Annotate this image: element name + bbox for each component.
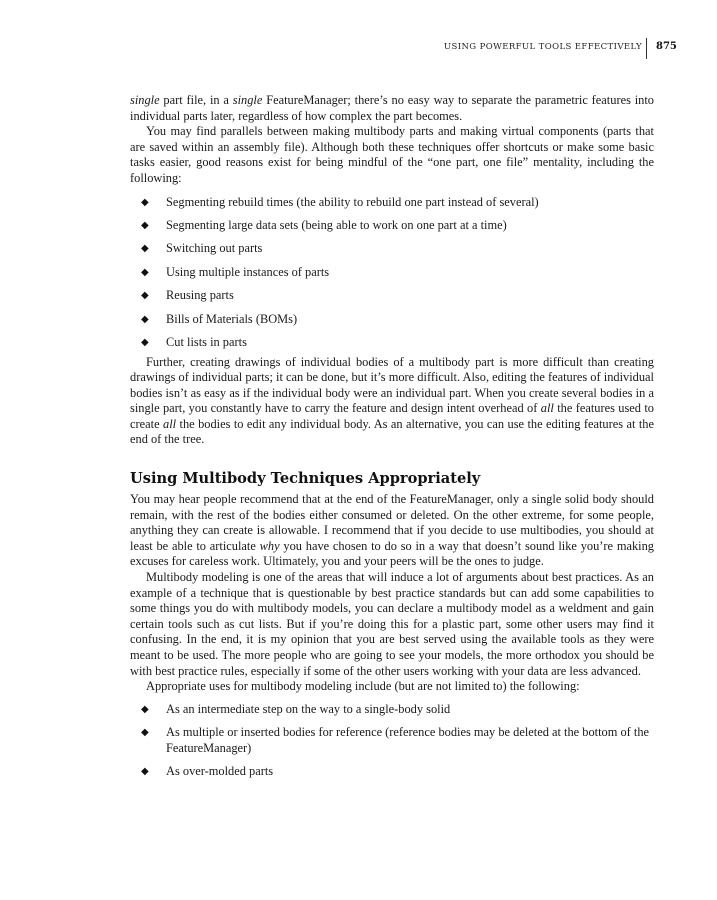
list-item-text: As over-molded parts — [166, 763, 274, 778]
text-run: you have chosen to do so in a way that doesn’t sound like you’re making excuses for careless work. Ultimately, you and your peers will be the ones to judge. — [130, 538, 654, 569]
header-divider — [646, 38, 647, 59]
list-item — [130, 195, 654, 211]
text-run: the features used to create — [130, 401, 654, 431]
diamond-bullet-icon: ◆ — [141, 266, 149, 278]
list-item — [130, 218, 654, 234]
emphasis-single-1: single — [130, 93, 160, 107]
bullet-list-one-part-one-file — [130, 195, 654, 351]
emphasis-all-2: all — [163, 416, 177, 431]
list-item — [130, 312, 654, 328]
paragraph-parallels: You may find parallels between making multibody parts and making virtual components (parts that are saved within an assembly file). Although both these techniques offer shortcuts or make some basic tasks easier, good reasons exist for being mindful of the “one part, one file” mentality, including the following: — [130, 124, 654, 185]
list-item — [130, 335, 654, 351]
diamond-bullet-icon: ◆ — [141, 765, 149, 777]
paragraph-continued — [130, 93, 654, 124]
list-item-text: Reusing parts — [166, 288, 234, 303]
list-item — [130, 764, 654, 780]
list-item — [130, 288, 654, 304]
list-item-text: Cut lists in parts — [166, 334, 247, 349]
text-run: the bodies to edit any individual body. As an alternative, you can use the editing features at the end of the tree. — [130, 416, 654, 447]
emphasis-why: why — [259, 538, 280, 553]
list-item-text: As multiple or inserted bodies for reference (reference bodies may be deleted at the bottom of the FeatureManager) — [166, 724, 650, 755]
diamond-bullet-icon: ◆ — [141, 703, 149, 715]
diamond-bullet-icon: ◆ — [141, 290, 149, 302]
running-header — [0, 38, 717, 60]
paragraph-appropriate-uses: Appropriate uses for multibody modeling include (but are not limited to) the following: — [146, 679, 580, 694]
diamond-bullet-icon: ◆ — [141, 313, 149, 325]
list-item — [130, 241, 654, 257]
list-item-text: Segmenting large data sets (being able to work on one part at a time) — [166, 217, 507, 232]
emphasis-single-2: single — [232, 93, 263, 107]
paragraph-best-practices: Multibody modeling is one of the areas that will induce a lot of arguments about best practices. As an example of a technique that is questionable by best practice standards but can add some capabilities to some things you do with multibody models, you can declare a multibody model as a weldment and gain certain tools such as cut lists. But if you’re doing this for a plastic part, some other users may find it confusing. In the end, it is my opinion that you are best served using the available tools as they were meant to be used. The more people who are going to see your models, the more orthodox you should be with best practice rules, especially if some of the other users working with your data are less advanced. — [130, 570, 654, 678]
paragraph-recommend — [130, 492, 654, 570]
text-run: FeatureManager; there’s no easy way to separate the parametric features into individual parts later, regardless of how complex the part becomes. — [130, 93, 654, 123]
list-item-text: As an intermediate step on the way to a single-body solid — [166, 701, 451, 716]
diamond-bullet-icon: ◆ — [141, 196, 149, 208]
paragraph-drawings — [130, 355, 654, 449]
emphasis-all-1: all — [540, 401, 554, 416]
diamond-bullet-icon: ◆ — [141, 243, 149, 255]
text-run: You may hear people recommend that at the end of the FeatureManager, only a single solid body should remain, with the rest of the bodies either consumed or deleted. On the other extreme, for some people, anything they can create is allowable. I recommend that if you decide to use multibodies, you should at least be able to articulate — [130, 492, 654, 553]
list-item-text: Segmenting rebuild times (the ability to rebuild one part instead of several) — [166, 194, 539, 209]
bullet-list-appropriate-uses — [130, 702, 654, 780]
list-item — [130, 265, 654, 281]
text-run: Further, creating drawings of individual bodies of a multibody part is more difficult than creating drawings of individual parts; it can be done, but it’s more difficult. Also, editing the features of individual bodies isn’t as easy as if the individual body were an individual part. When you create several bodies in a single part, you constantly have to carry the feature and design intent overhead of — [130, 354, 654, 416]
diamond-bullet-icon: ◆ — [141, 219, 149, 231]
list-item — [130, 725, 654, 756]
text-run: part file, in a — [159, 93, 233, 107]
running-title: USING POWERFUL TOOLS EFFECTIVELY — [443, 42, 642, 52]
list-item-text: Using multiple instances of parts — [166, 264, 330, 279]
list-item-text: Switching out parts — [166, 241, 263, 256]
diamond-bullet-icon: ◆ — [141, 726, 149, 738]
diamond-bullet-icon: ◆ — [141, 336, 149, 348]
list-item — [130, 702, 654, 718]
page-body — [130, 93, 654, 787]
page-number: 875 — [656, 41, 677, 52]
section-heading: Using Multibody Techniques Appropriately — [130, 470, 481, 488]
list-item-text: Bills of Materials (BOMs) — [166, 311, 298, 326]
